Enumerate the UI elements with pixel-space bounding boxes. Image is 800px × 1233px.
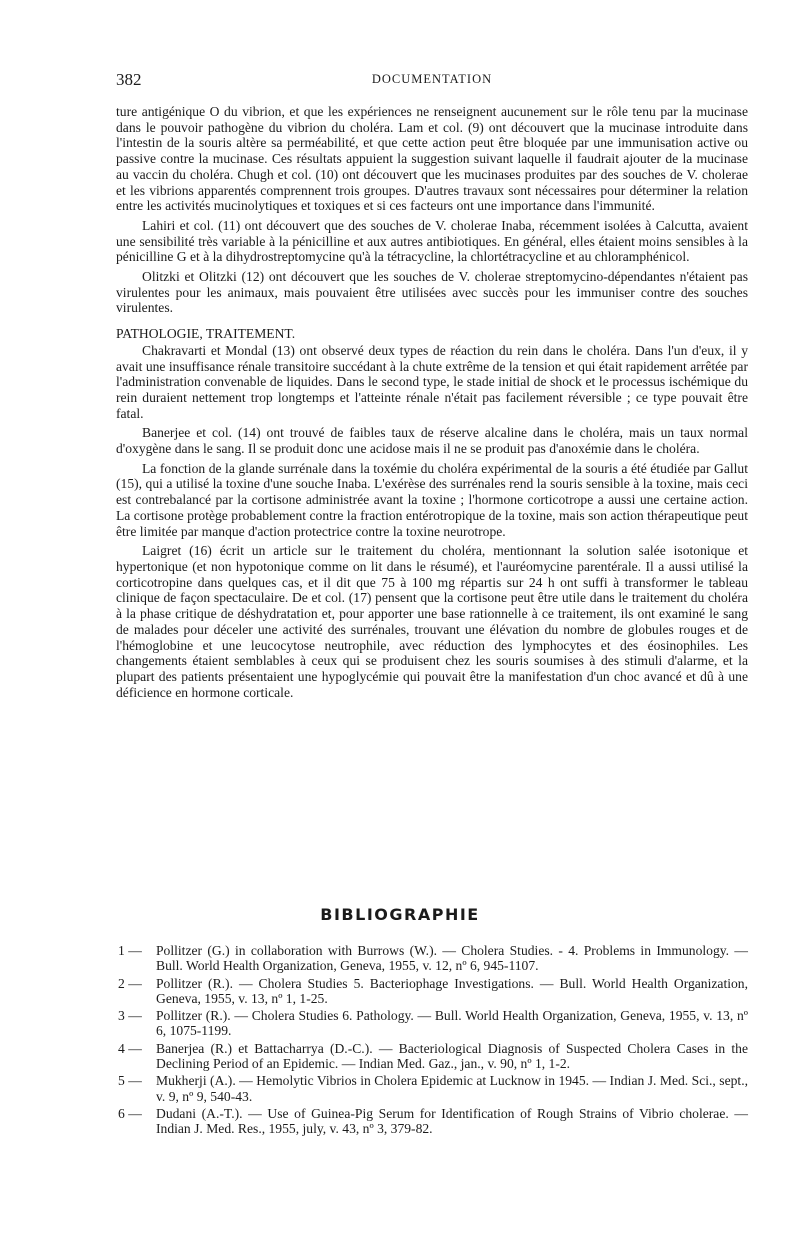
paragraph-olitzki: Olitzki et Olitzki (12) ont découvert que les souches de V. cholerae streptomycino-dépendantes n'étaient pas virulentes pour les animaux, mais pouvaient être utilisées avec succès pour les immuniser contre des souches virulentes. <box>116 269 748 316</box>
bibliography-entry-number: 5 — <box>118 1073 142 1089</box>
bibliography-entry-number: 4 — <box>118 1040 142 1056</box>
paragraph-chakravarti: Chakravarti et Mondal (13) ont observé deux types de réaction du rein dans le choléra. Dans l'un d'eux, il y avait une insuffisance rénale transitoire succédant à la chute extrême de la tension et qui était rapidement arrêtée par l'administration convenable de liquides. Dans le second type, le stade initial de shock et le processus ischémique du rein duraient nettement trop longtemps et l'atteinte rénale n'était pas facilement réversible ; ce type pouvait être fatal. <box>116 342 748 421</box>
bibliography-entry <box>116 943 748 974</box>
paragraph-lahiri: Lahiri et col. (11) ont découvert que des souches de V. cholerae Inaba, récemment isolées à Calcutta, avaient une sensibilité très variable à la pénicilline et aux autres antibiotiques. En général, elles étaient moins sensibles à la pénicilline G et à la dihydrostreptomycine qu'à la tétracycline, la chlortétracycline et au chloramphénicol. <box>116 217 748 265</box>
bibliography-entry-text: Pollitzer (R.). — Cholera Studies 6. Pathology. — Bull. World Health Organization, Geneva, 1955, v. 13, nº 6, 1075-1199. <box>156 1008 748 1039</box>
bibliography-entry-text: Pollitzer (G.) in collaboration with Burrows (W.). — Cholera Studies. - 4. Problems in Immunology. — Bull. World Health Organization, Geneva, 1955, v. 12, nº 6, 945-1107. <box>156 943 748 974</box>
bibliography-entry <box>116 1073 748 1104</box>
page-header <box>116 70 748 90</box>
bibliography-entry-number: 3 — <box>118 1008 142 1024</box>
bibliography-entry-text: Dudani (A.-T.). — Use of Guinea-Pig Serum for Identification of Rough Strains of Vibrio cholerae. — Indian J. Med. Res., 1955, july, v. 43, nº 3, 379-82. <box>156 1105 748 1137</box>
bibliography-title: BIBLIOGRAPHIE <box>320 905 480 924</box>
page-number: 382 <box>116 70 142 89</box>
paragraph-banerjee: Banerjee et col. (14) ont trouvé de faibles taux de réserve alcaline dans le choléra, mais un taux normal d'oxygène dans le sang. Il se produit donc une acidose mais il ne se produit pas d'anoxémie dans le choléra. <box>116 425 748 457</box>
bibliography-entry-number: 1 — <box>118 943 142 958</box>
bibliography-entry <box>116 1041 748 1072</box>
bibliography-entry-text: Banerjea (R.) et Battacharrya (D.-C.). — Bacteriological Diagnosis of Suspected Cholera Cases in the Declining Period of an Epidemic. — Indian Med. Gaz., jan., v. 90, nº 1, 1-2. <box>156 1040 748 1072</box>
paragraph-surrenale: La fonction de la glande surrénale dans la toxémie du choléra expérimental de la souris a été étudiée par Gallut (15), qui a utilisé la toxine d'une souche Inaba. L'exérèse des surrénales rend la souris sensible à la toxine, mais ceci est contrebalancé par la cortisone administrée avant la toxine ; l'hormone corticotrope a aussi une certaine action. La cortisone protège probablement contre la fraction entérotropique de la toxine, mais son action thérapeutique peut être limitée par manque d'action protectrice contre la toxine neurotrope. <box>116 460 748 539</box>
section-heading-pathologie: PATHOLOGIE, TRAITEMENT. <box>116 326 296 342</box>
bibliography-list <box>116 943 748 1139</box>
bibliography-entry <box>116 976 748 1007</box>
bibliography-entry-number: 6 — <box>118 1105 142 1121</box>
bibliography-entry-text: Mukherji (A.). — Hemolytic Vibrios in Cholera Epidemic at Lucknow in 1945. — Indian J. Med. Sci., sept., v. 9, nº 9, 540-43. <box>156 1073 748 1104</box>
bibliography-entry-text: Pollitzer (R.). — Cholera Studies 5. Bacteriophage Investigations. — Bull. World Health Organization, Geneva, 1955, v. 13, nº 1, 1-25. <box>156 975 748 1006</box>
paragraph-mucinase: ture antigénique O du vibrion, et que les expériences ne renseignent aucunement sur le rôle tenu par la mucinase dans le pouvoir pathogène du vibrion du choléra. Lam et col. (9) ont découvert que la mucinase introduite dans l'intestin de la souris altère sa perméabilité, et que cette action peut être bloquée par une immunisation active ou passive contre la mucinase. Ces résultats appuient la suggestion suivant laquelle il faudrait ajouter de la mucinase au vaccin du choléra. Chugh et col. (10) ont découvert que les mucinases produites par des souches de V. cholerae et les vibrions apparentés comprennent trois groupes. D'autres travaux sont nécessaires pour déterminer la relation entre les activités mucinolytiques et toxiques et si ces facteurs ont une importance dans l'immunité. <box>116 104 748 214</box>
bibliography-entry <box>116 1008 748 1039</box>
paragraph-laigret: Laigret (16) écrit un article sur le traitement du choléra, mentionnant la solution salée isotonique et hypertonique (et non hypotonique comme on lit dans le résumé), et l'auréomycine parentérale. Il a aussi utilisé la corticotropine dans quelques cas, et il dit que 75 à 100 mg répartis sur 24 h ont suffi à transformer le tableau clinique de façon spectaculaire. De et col. (17) pensent que la cortisone peut être utile dans le traitement du choléra à la phase critique de déshydratation et, pour apporter une base rationnelle à ce traitement, ils ont examiné le sang de malades pour déceler une activité des surrénales, trouvant une élévation du nombre de globules rouges et de l'hémoglobine et une leucocytose neutrophile, avec réduction des lymphocytes et des éosinophiles. Les changements étaient semblables à ceux qui se produisent chez les souris soumises à des stimuli d'alarme, et la plupart des patients présentaient une hypoglycémie qui pouvait être la manifestation d'un choc avancé et dû à une déficience en hormone corticale. <box>116 543 748 700</box>
bibliography-entry <box>116 1106 748 1137</box>
bibliography-entry-number: 2 — <box>118 975 142 991</box>
body-text <box>116 104 748 704</box>
running-head: DOCUMENTATION <box>371 72 493 86</box>
